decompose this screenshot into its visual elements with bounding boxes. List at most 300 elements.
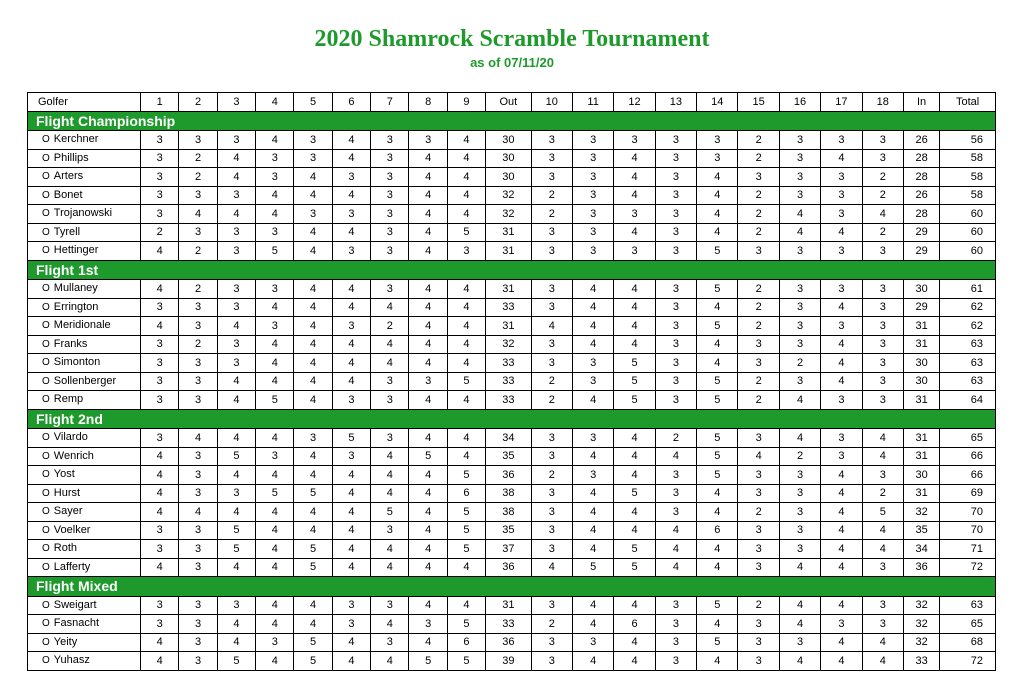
score-cell-10: 2: [531, 205, 572, 224]
score-cell-17: 3: [821, 280, 862, 299]
column-header-total: Total: [940, 93, 996, 112]
score-cell-15: 3: [738, 335, 779, 354]
score-cell-4: 3: [256, 223, 294, 242]
score-cell-15: 3: [738, 521, 779, 540]
score-cell-18: 3: [862, 131, 903, 150]
score-cell-2: 3: [179, 447, 217, 466]
score-cell-16: 3: [779, 242, 820, 261]
score-cell-9: 4: [447, 558, 485, 577]
score-cell-1: 3: [141, 391, 179, 410]
score-cell-9: 6: [447, 484, 485, 503]
table-row: [28, 205, 996, 224]
score-cell-13: 3: [655, 298, 696, 317]
score-cell-out: 31: [486, 596, 531, 615]
row-marker-icon: O: [42, 375, 50, 387]
golfer-name: Voelker: [53, 523, 91, 536]
score-cell-16: 2: [779, 447, 820, 466]
score-cell-12: 5: [614, 540, 655, 559]
column-header-12: 12: [614, 93, 655, 112]
score-cell-5: 4: [294, 503, 332, 522]
score-cell-total: 66: [940, 447, 996, 466]
column-header-18: 18: [862, 93, 903, 112]
golfer-name: Sayer: [53, 505, 83, 518]
golfer-name: Simonton: [53, 356, 101, 369]
score-cell-10: 2: [531, 466, 572, 485]
score-cell-1: 4: [141, 447, 179, 466]
score-cell-14: 5: [697, 280, 738, 299]
row-marker-icon: O: [42, 450, 50, 462]
score-cell-13: 3: [655, 466, 696, 485]
score-cell-8: 3: [409, 615, 447, 634]
score-cell-4: 3: [256, 317, 294, 336]
score-cell-14: 5: [697, 447, 738, 466]
score-cell-in: 33: [903, 652, 939, 671]
score-cell-out: 30: [486, 149, 531, 168]
score-cell-17: 4: [821, 149, 862, 168]
score-cell-5: 4: [294, 521, 332, 540]
row-marker-icon: O: [42, 171, 50, 183]
row-marker-icon: O: [42, 655, 50, 667]
score-cell-out: 30: [486, 168, 531, 187]
score-cell-5: 4: [294, 186, 332, 205]
score-cell-13: 2: [655, 429, 696, 448]
score-cell-in: 29: [903, 298, 939, 317]
score-cell-7: 4: [371, 447, 409, 466]
golfer-name: Roth: [53, 542, 78, 555]
table-row: [28, 447, 996, 466]
score-cell-14: 4: [697, 540, 738, 559]
score-cell-10: 3: [531, 633, 572, 652]
score-cell-1: 3: [141, 168, 179, 187]
score-cell-in: 28: [903, 168, 939, 187]
score-cell-4: 4: [256, 558, 294, 577]
score-cell-4: 5: [256, 484, 294, 503]
score-cell-11: 4: [572, 596, 613, 615]
score-cell-7: 3: [371, 521, 409, 540]
score-cell-total: 68: [940, 633, 996, 652]
golfer-name-cell: [28, 521, 141, 540]
score-cell-11: 3: [572, 223, 613, 242]
score-cell-18: 4: [862, 521, 903, 540]
score-cell-9: 5: [447, 615, 485, 634]
score-cell-total: 63: [940, 596, 996, 615]
score-cell-14: 4: [697, 298, 738, 317]
golfer-name: Wenrich: [53, 449, 94, 462]
score-cell-total: 71: [940, 540, 996, 559]
score-cell-13: 4: [655, 558, 696, 577]
score-cell-7: 3: [371, 149, 409, 168]
score-cell-5: 4: [294, 280, 332, 299]
score-cell-out: 33: [486, 372, 531, 391]
score-cell-12: 4: [614, 429, 655, 448]
column-header-15: 15: [738, 93, 779, 112]
score-cell-11: 4: [572, 484, 613, 503]
score-cell-11: 4: [572, 503, 613, 522]
table-row: [28, 335, 996, 354]
score-cell-16: 4: [779, 615, 820, 634]
column-header-11: 11: [572, 93, 613, 112]
score-cell-3: 4: [217, 372, 255, 391]
score-cell-18: 3: [862, 149, 903, 168]
score-cell-12: 4: [614, 633, 655, 652]
score-cell-1: 3: [141, 521, 179, 540]
score-cell-12: 4: [614, 280, 655, 299]
score-cell-in: 35: [903, 521, 939, 540]
flight-section-row: [28, 409, 996, 429]
score-cell-12: 4: [614, 447, 655, 466]
score-cell-4: 3: [256, 168, 294, 187]
golfer-name-cell: [28, 484, 141, 503]
page-title: 2020 Shamrock Scramble Tournament: [314, 26, 710, 52]
score-cell-9: 4: [447, 429, 485, 448]
score-cell-2: 3: [179, 596, 217, 615]
golfer-name: Yuhasz: [53, 654, 90, 667]
row-marker-icon: O: [42, 208, 50, 220]
score-cell-15: 3: [738, 615, 779, 634]
score-cell-3: 4: [217, 633, 255, 652]
score-cell-8: 4: [409, 540, 447, 559]
score-cell-14: 5: [697, 372, 738, 391]
table-row: [28, 521, 996, 540]
column-header-14: 14: [697, 93, 738, 112]
table-row: [28, 540, 996, 559]
score-cell-7: 3: [371, 429, 409, 448]
score-cell-3: 3: [217, 354, 255, 373]
score-cell-10: 3: [531, 131, 572, 150]
column-header-6: 6: [332, 93, 370, 112]
score-cell-4: 4: [256, 429, 294, 448]
score-cell-3: 3: [217, 596, 255, 615]
score-cell-1: 3: [141, 298, 179, 317]
score-cell-13: 3: [655, 615, 696, 634]
score-cell-6: 3: [332, 205, 370, 224]
score-cell-2: 3: [179, 391, 217, 410]
table-row: [28, 429, 996, 448]
score-cell-2: 4: [179, 429, 217, 448]
score-cell-10: 4: [531, 558, 572, 577]
score-cell-2: 3: [179, 615, 217, 634]
score-cell-8: 4: [409, 503, 447, 522]
score-cell-out: 35: [486, 447, 531, 466]
score-cell-7: 3: [371, 186, 409, 205]
score-cell-13: 3: [655, 633, 696, 652]
golfer-name-cell: [28, 131, 141, 150]
score-cell-3: 4: [217, 168, 255, 187]
score-cell-15: 2: [738, 503, 779, 522]
score-cell-3: 5: [217, 652, 255, 671]
score-cell-15: 3: [738, 558, 779, 577]
score-cell-total: 58: [940, 149, 996, 168]
score-cell-15: 2: [738, 205, 779, 224]
score-cell-17: 3: [821, 205, 862, 224]
row-marker-icon: O: [42, 469, 50, 481]
score-cell-10: 3: [531, 652, 572, 671]
score-cell-out: 33: [486, 391, 531, 410]
score-cell-out: 36: [486, 466, 531, 485]
score-cell-3: 5: [217, 521, 255, 540]
score-cell-3: 4: [217, 391, 255, 410]
score-cell-6: 4: [332, 298, 370, 317]
row-marker-icon: O: [42, 432, 50, 444]
row-marker-icon: O: [42, 301, 50, 313]
golfer-name-cell: [28, 391, 141, 410]
score-cell-15: 4: [738, 447, 779, 466]
row-marker-icon: O: [42, 618, 50, 630]
score-cell-total: 61: [940, 280, 996, 299]
score-cell-4: 4: [256, 540, 294, 559]
score-cell-5: 4: [294, 242, 332, 261]
score-cell-in: 28: [903, 149, 939, 168]
score-cell-in: 32: [903, 596, 939, 615]
score-cell-7: 3: [371, 391, 409, 410]
score-cell-2: 2: [179, 335, 217, 354]
score-cell-total: 70: [940, 521, 996, 540]
score-cell-total: 63: [940, 372, 996, 391]
row-marker-icon: O: [42, 152, 50, 164]
score-cell-5: 4: [294, 596, 332, 615]
score-cell-8: 3: [409, 372, 447, 391]
score-cell-1: 3: [141, 205, 179, 224]
score-cell-7: 4: [371, 484, 409, 503]
score-cell-4: 4: [256, 466, 294, 485]
row-marker-icon: O: [42, 394, 50, 406]
flight-section-title: Flight 1st: [28, 260, 996, 280]
score-cell-6: 4: [332, 652, 370, 671]
score-cell-12: 5: [614, 558, 655, 577]
row-marker-icon: O: [42, 506, 50, 518]
score-cell-1: 4: [141, 242, 179, 261]
score-cell-5: 4: [294, 317, 332, 336]
score-cell-6: 3: [332, 596, 370, 615]
row-marker-icon: O: [42, 226, 50, 238]
table-row: [28, 372, 996, 391]
score-cell-in: 31: [903, 391, 939, 410]
score-cell-6: 4: [332, 186, 370, 205]
score-cell-14: 5: [697, 596, 738, 615]
score-cell-in: 26: [903, 186, 939, 205]
column-header-4: 4: [256, 93, 294, 112]
golfer-name-cell: [28, 429, 141, 448]
column-header-golfer: Golfer: [28, 93, 141, 112]
score-cell-4: 4: [256, 372, 294, 391]
score-cell-18: 4: [862, 633, 903, 652]
score-cell-4: 4: [256, 186, 294, 205]
score-cell-8: 4: [409, 596, 447, 615]
golfer-name-cell: [28, 372, 141, 391]
score-cell-in: 36: [903, 558, 939, 577]
score-cell-18: 3: [862, 466, 903, 485]
score-cell-6: 4: [332, 372, 370, 391]
score-cell-3: 3: [217, 131, 255, 150]
score-cell-6: 3: [332, 317, 370, 336]
golfer-name-cell: [28, 223, 141, 242]
score-cell-17: 3: [821, 447, 862, 466]
score-cell-7: 4: [371, 540, 409, 559]
score-cell-5: 5: [294, 633, 332, 652]
score-cell-8: 4: [409, 186, 447, 205]
score-cell-16: 4: [779, 558, 820, 577]
score-cell-12: 4: [614, 168, 655, 187]
score-cell-15: 3: [738, 242, 779, 261]
score-cell-1: 3: [141, 131, 179, 150]
score-cell-17: 4: [821, 354, 862, 373]
score-cell-in: 29: [903, 242, 939, 261]
score-cell-out: 35: [486, 521, 531, 540]
score-cell-2: 3: [179, 131, 217, 150]
score-cell-15: 3: [738, 354, 779, 373]
score-cell-18: 3: [862, 354, 903, 373]
score-cell-9: 4: [447, 317, 485, 336]
score-cell-18: 3: [862, 391, 903, 410]
score-cell-6: 4: [332, 223, 370, 242]
score-cell-3: 4: [217, 615, 255, 634]
score-cell-2: 4: [179, 205, 217, 224]
score-cell-total: 69: [940, 484, 996, 503]
golfer-name: Mullaney: [53, 282, 98, 295]
row-marker-icon: O: [42, 189, 50, 201]
score-cell-12: 4: [614, 223, 655, 242]
score-cell-8: 3: [409, 131, 447, 150]
score-cell-1: 3: [141, 186, 179, 205]
score-cell-9: 5: [447, 223, 485, 242]
score-cell-12: 3: [614, 131, 655, 150]
score-cell-total: 56: [940, 131, 996, 150]
score-cell-14: 3: [697, 149, 738, 168]
score-cell-4: 3: [256, 447, 294, 466]
score-cell-16: 3: [779, 317, 820, 336]
score-cell-12: 6: [614, 615, 655, 634]
column-header-1: 1: [141, 93, 179, 112]
score-cell-15: 3: [738, 633, 779, 652]
score-cell-9: 4: [447, 186, 485, 205]
score-cell-in: 30: [903, 372, 939, 391]
score-cell-15: 3: [738, 484, 779, 503]
score-cell-6: 4: [332, 484, 370, 503]
score-cell-14: 4: [697, 652, 738, 671]
column-header-7: 7: [371, 93, 409, 112]
score-cell-out: 32: [486, 335, 531, 354]
score-cell-3: 5: [217, 540, 255, 559]
score-cell-7: 4: [371, 652, 409, 671]
score-cell-13: 3: [655, 205, 696, 224]
score-cell-13: 3: [655, 131, 696, 150]
score-cell-17: 4: [821, 633, 862, 652]
score-cell-18: 3: [862, 280, 903, 299]
score-cell-18: 2: [862, 223, 903, 242]
score-cell-2: 3: [179, 298, 217, 317]
score-cell-17: 4: [821, 652, 862, 671]
score-cell-14: 4: [697, 354, 738, 373]
score-cell-10: 3: [531, 223, 572, 242]
score-cell-18: 3: [862, 298, 903, 317]
table-row: [28, 633, 996, 652]
score-cell-16: 3: [779, 633, 820, 652]
score-cell-11: 3: [572, 149, 613, 168]
score-cell-total: 65: [940, 615, 996, 634]
score-cell-8: 4: [409, 391, 447, 410]
score-cell-10: 3: [531, 335, 572, 354]
score-cell-16: 3: [779, 168, 820, 187]
score-cell-13: 4: [655, 447, 696, 466]
score-cell-9: 4: [447, 447, 485, 466]
score-cell-18: 2: [862, 168, 903, 187]
score-cell-14: 5: [697, 633, 738, 652]
score-cell-11: 3: [572, 242, 613, 261]
golfer-name-cell: [28, 652, 141, 671]
score-cell-12: 4: [614, 652, 655, 671]
golfer-name-cell: [28, 205, 141, 224]
score-cell-16: 3: [779, 149, 820, 168]
score-cell-16: 4: [779, 596, 820, 615]
score-cell-8: 4: [409, 429, 447, 448]
score-cell-16: 3: [779, 186, 820, 205]
golfer-name: Phillips: [53, 151, 89, 164]
score-cell-3: 3: [217, 280, 255, 299]
score-cell-3: 4: [217, 149, 255, 168]
score-cell-3: 3: [217, 223, 255, 242]
score-cell-4: 5: [256, 242, 294, 261]
score-cell-6: 4: [332, 633, 370, 652]
score-cell-14: 4: [697, 484, 738, 503]
score-cell-15: 3: [738, 168, 779, 187]
score-cell-1: 3: [141, 540, 179, 559]
score-cell-7: 4: [371, 615, 409, 634]
score-cell-6: 4: [332, 335, 370, 354]
score-cell-16: 4: [779, 223, 820, 242]
score-cell-14: 5: [697, 429, 738, 448]
score-cell-2: 2: [179, 149, 217, 168]
score-cell-9: 4: [447, 168, 485, 187]
score-cell-17: 4: [821, 466, 862, 485]
score-cell-4: 4: [256, 503, 294, 522]
row-marker-icon: O: [42, 134, 50, 146]
score-cell-2: 3: [179, 186, 217, 205]
score-cell-total: 66: [940, 466, 996, 485]
table-row: [28, 317, 996, 336]
score-cell-2: 2: [179, 168, 217, 187]
score-cell-10: 3: [531, 298, 572, 317]
score-cell-9: 5: [447, 503, 485, 522]
score-cell-7: 3: [371, 633, 409, 652]
golfer-name: Tyrell: [53, 225, 81, 238]
score-cell-total: 63: [940, 354, 996, 373]
score-cell-total: 64: [940, 391, 996, 410]
score-cell-8: 4: [409, 298, 447, 317]
score-cell-15: 2: [738, 280, 779, 299]
score-cell-16: 4: [779, 652, 820, 671]
score-cell-in: 28: [903, 205, 939, 224]
column-header-2: 2: [179, 93, 217, 112]
score-cell-3: 4: [217, 317, 255, 336]
score-cell-6: 3: [332, 391, 370, 410]
golfer-name: Meridionale: [53, 319, 111, 332]
score-cell-5: 4: [294, 615, 332, 634]
score-cell-7: 3: [371, 223, 409, 242]
score-cell-out: 33: [486, 298, 531, 317]
page-subtitle: as of 07/11/20: [470, 55, 554, 70]
score-cell-5: 4: [294, 354, 332, 373]
score-cell-16: 2: [779, 354, 820, 373]
score-cell-11: 3: [572, 131, 613, 150]
score-cell-7: 3: [371, 280, 409, 299]
score-cell-14: 4: [697, 223, 738, 242]
score-cell-11: 4: [572, 280, 613, 299]
score-cell-11: 4: [572, 521, 613, 540]
score-cell-12: 4: [614, 149, 655, 168]
score-cell-18: 3: [862, 558, 903, 577]
row-marker-icon: O: [42, 283, 50, 295]
score-cell-15: 2: [738, 391, 779, 410]
